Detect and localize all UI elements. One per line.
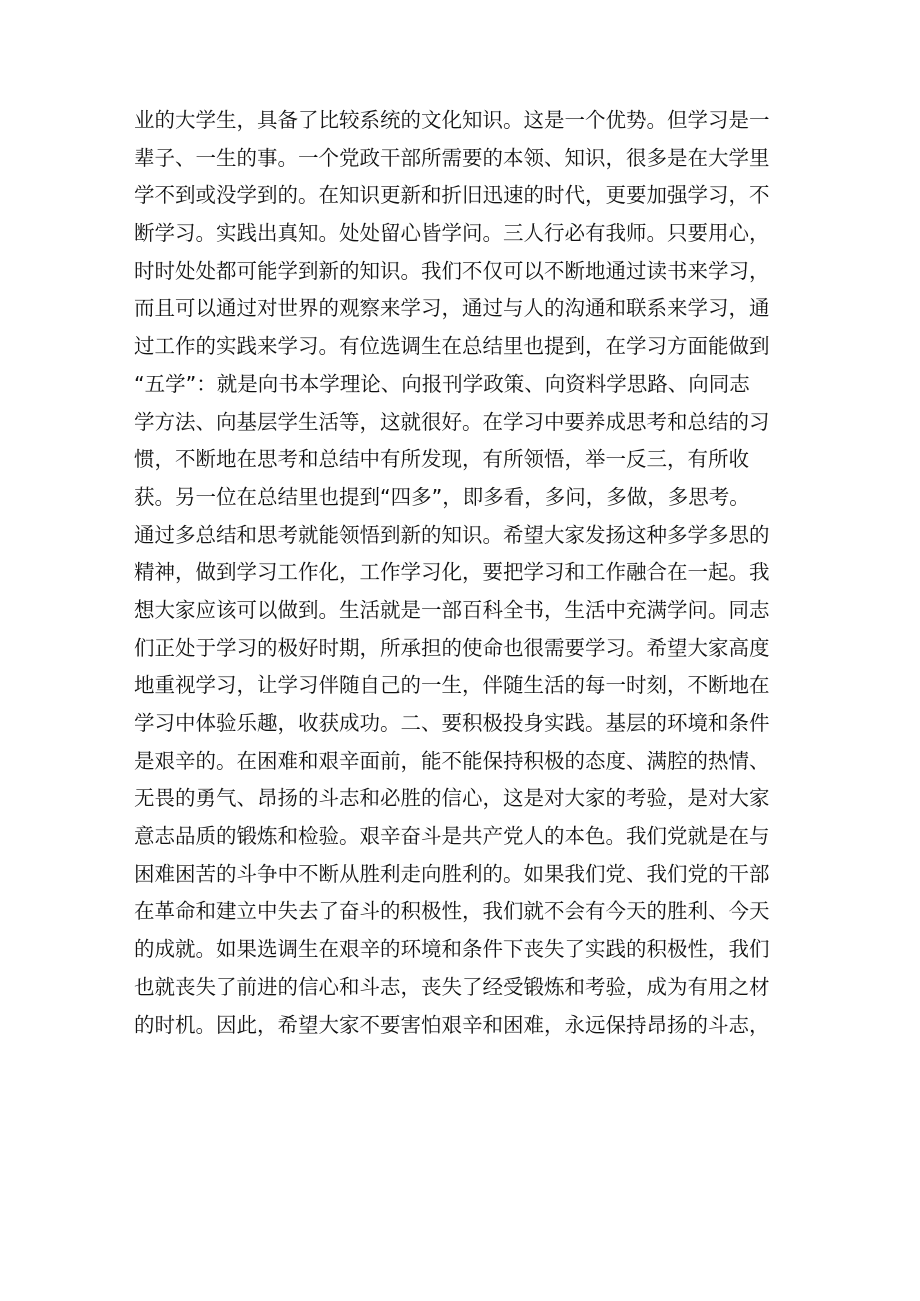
text-line: 地重视学习，让学习伴随自己的一生，伴随生活的每一时刻，不断地在 bbox=[134, 673, 770, 698]
text-line: 也就丧失了前进的信心和斗志，丧失了经受锻炼和考验，成为有用之材 bbox=[134, 974, 770, 999]
text-line: 的时机。因此，希望大家不要害怕艰辛和困难，永远保持昂扬的斗志， bbox=[134, 1012, 770, 1037]
text-line: 学方法、向基层学生活等，这就很好。在学习中要养成思考和总结的习 bbox=[134, 409, 770, 434]
text-line: 无畏的勇气、昂扬的斗志和必胜的信心，这是对大家的考验，是对大家 bbox=[134, 786, 770, 811]
text-line: “五学”：就是向书本学理论、向报刊学政策、向资料学思路、向同志 bbox=[134, 371, 750, 396]
body-text bbox=[134, 102, 794, 1044]
text-line: 时时处处都可能学到新的知识。我们不仅可以不断地通过读书来学习， bbox=[134, 258, 770, 283]
text-line: 意志品质的锻炼和检验。艰辛奋斗是共产党人的本色。我们党就是在与 bbox=[134, 824, 770, 849]
text-line: 惯，不断地在思考和总结中有所发现，有所领悟，举一反三，有所收 bbox=[134, 447, 749, 472]
text-line: 是艰辛的。在困难和艰辛面前，能不能保持积极的态度、满腔的热情、 bbox=[134, 748, 770, 773]
text-line: 学不到或没学到的。在知识更新和折旧迅速的时代，更要加强学习，不 bbox=[134, 183, 770, 208]
text-line: 学习中体验乐趣，收获成功。二、要积极投身实践。基层的环境和条件 bbox=[134, 711, 770, 735]
text-line: 通过多总结和思考就能领悟到新的知识。希望大家发扬这种多学多思的 bbox=[134, 522, 770, 547]
text-line: 精神，做到学习工作化，工作学习化，要把学习和工作融合在一起。我 bbox=[134, 560, 770, 585]
text-line: 辈子、一生的事。一个党政干部所需要的本领、知识，很多是在大学里 bbox=[134, 145, 770, 170]
text-line: 想大家应该可以做到。生活就是一部百科全书，生活中充满学问。同志 bbox=[134, 597, 770, 622]
text-line: 过工作的实践来学习。有位选调生在总结里也提到，在学习方面能做到 bbox=[134, 334, 770, 359]
text-line: 业的大学生，具备了比较系统的文化知识。这是一个优势。但学习是一 bbox=[134, 108, 770, 132]
text-line: 困难困苦的斗争中不断从胜利走向胜利的。如果我们党、我们党的干部 bbox=[134, 861, 770, 886]
text-line: 的成就。如果选调生在艰辛的环境和条件下丧失了实践的积极性，我们 bbox=[134, 937, 770, 962]
text-line: 断学习。实践出真知。处处留心皆学问。三人行必有我师。只要用心， bbox=[134, 221, 770, 246]
text-line: 而且可以通过对世界的观察来学习，通过与人的沟通和联系来学习，通 bbox=[134, 296, 770, 321]
text-line: 们正处于学习的极好时期，所承担的使命也很需要学习。希望大家高度 bbox=[134, 635, 770, 660]
text-line: 在革命和建立中失去了奋斗的积极性，我们就不会有今天的胜利、今天 bbox=[134, 899, 770, 924]
text-line: 获。另一位在总结里也提到“四多”，即多看，多问，多做，多思考。 bbox=[134, 484, 750, 509]
